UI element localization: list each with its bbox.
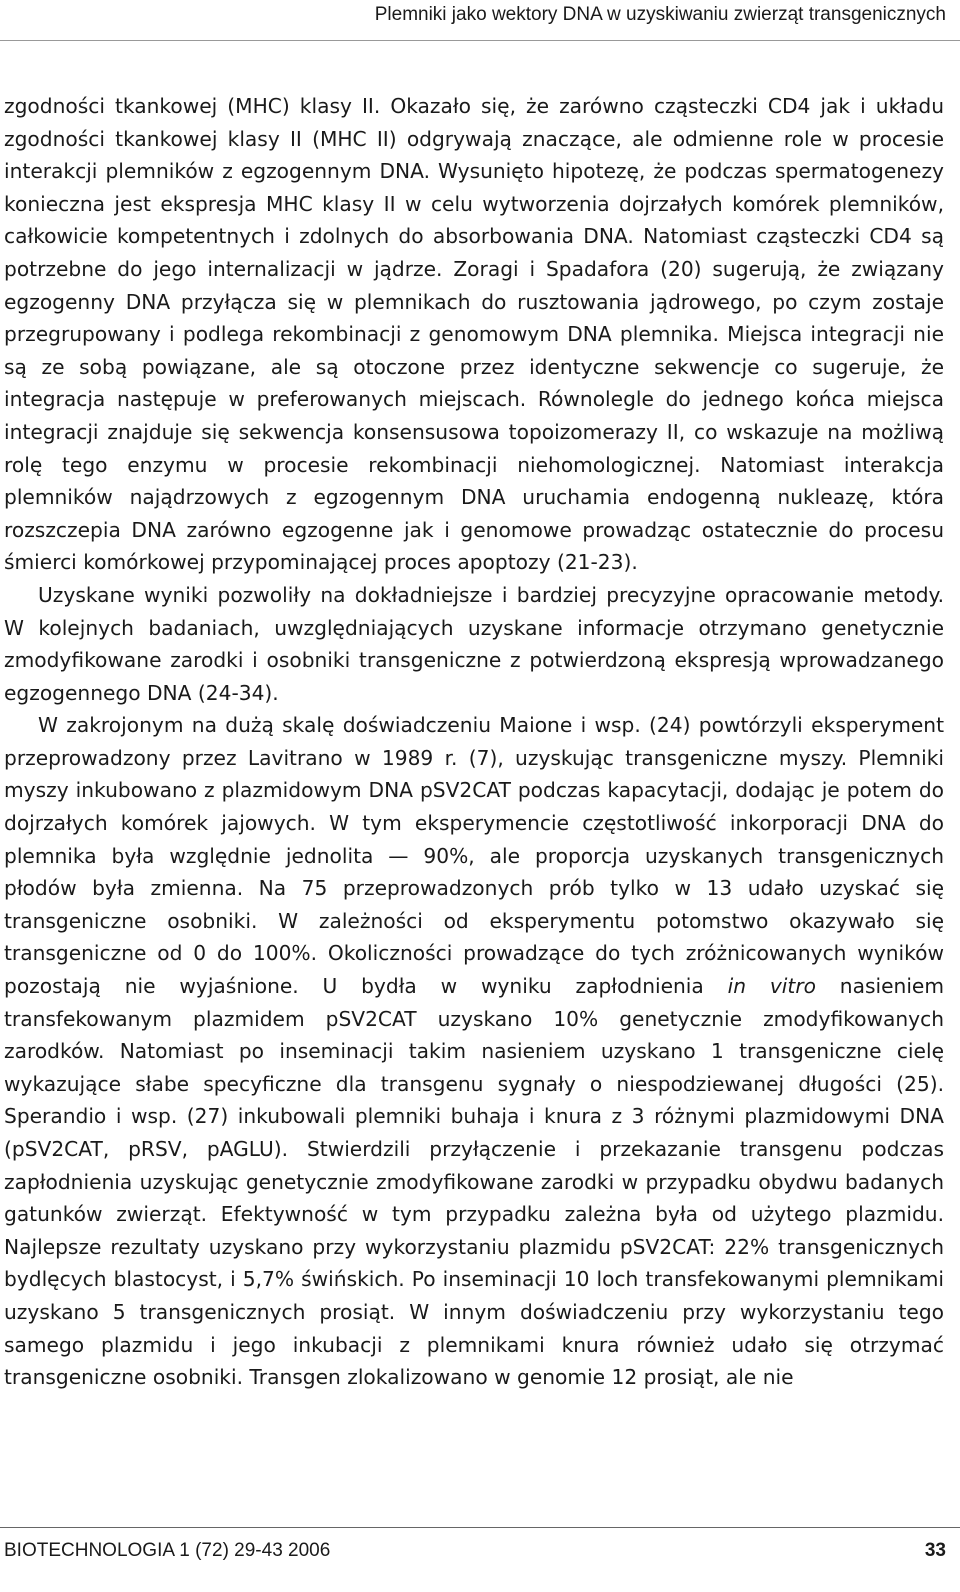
paragraph-3 [4,709,944,1393]
paragraph-3-text-a: W zakrojonym na dużą skalę doświadczeniu Maione i wsp. (24) powtórzyli eksperyment przeprowadzony przez Lavitrano w 1989 r. (7), uzyskując transgeniczne myszy. Plemniki myszy inkubowano z plazmidowym DNA pSV2CAT podczas kapacytacji, dodając je potem do dojrzałych komórek jajowych. W tym eksperymencie częstotliwość inkorporacji DNA do plemnika była względnie jednolita — 90%, ale proporcja uzyskanych transgenicznych płodów była zmienna. Na 75 przeprowadzonych prób tylko w 13 udało uzyskać się transgeniczne osobniki. W zależności od eksperymentu potomstwo okazywało się transgeniczne od 0 do 100%. Okoliczności prowadzące do tych zróżnicowanych wyników pozostają nie wyjaśnione. U bydła w wyniku zapłodnienia [4,713,944,999]
page-number: 33 [924,1540,946,1561]
paragraph-1: zgodności tkankowej (MHC) klasy II. Okazało się, że zarówno cząsteczki CD4 jak i układu zgodności tkankowej klasy II (MHC II) odgrywają znaczące, ale odmienne role w procesie interakcji plemników z egzogennym DNA. Wysunięto hipotezę, że podczas spermatogenezy konieczna jest ekspresja MHC klasy II w celu wytworzenia dojrzałych komórek plemników, całkowicie kompetentnych i zdolnych do absorbowania DNA. Natomiast cząsteczki CD4 są potrzebne do jego internalizacji w jądrze. Zoragi i Spadafora (20) sugerują, że związany egzogenny DNA przyłącza się w plemnikach do rusztowania jądrowego, po czym zostaje przegrupowany i podlega rekombinacji z genomowym DNA plemnika. Miejsca integracji nie są ze sobą powiązane, ale są otoczone przez identyczne sekwencje co sugeruje, że integracja następuje w preferowanych miejscach. Równolegle do jednego końca miejsca integracji znajduje się sekwencja konsensusowa topoizomerazy II, co wskazuje na możliwą rolę tego enzymu w procesie rekombinacji niehomologicznej. Natomiast interakcja plemników najądrzowych z egzogennym DNA uruchamia endogenną nukleazę, która rozszczepia DNA zarówno egzogenne jak i genomowe prowadząc ostatecznie do procesu śmierci komórkowej przypominającej proces apoptozy (21-23). [4,94,944,575]
running-head [0,0,960,41]
paragraph-2: Uzyskane wyniki pozwoliły na dokładniejsze i bardziej precyzyjne opracowanie metody. W kolejnych badaniach, uwzględniających uzyskane informacje otrzymano genetycznie zmodyfikowane zarodki i osobniki transgeniczne z potwierdzoną ekspresją wprowadzanego egzogennego DNA (24-34). [4,582,944,705]
page-footer [0,1527,960,1592]
paragraph-3-text-b: nasieniem transfekowanym plazmidem pSV2CAT uzyskano 10% genetycznie zmodyfikowanych zarodków. Natomiast po inseminacji takim nasieniem uzyskano 1 transgeniczne cielę wykazujące słabe specyficzne dla transgenu sygnały o niespodziewanej długości (25). Sperandio i wsp. (27) inkubowali plemniki buhaja i knura z 3 różnymi plazmidowymi DNA (pSV2CAT, pRSV, pAGLU). Stwierdzili przyłączenie i przekazanie transgenu podczas zapłodnienia uzyskując genetycznie zmodyfikowane zarodki w przypadku obydwu badanych gatunków zwierząt. Efektywność w tym przypadku zależna była od użytego plazmidu. Najlepsze rezultaty uzyskano przy wykorzystaniu plazmidu pSV2CAT: 22% transgenicznych bydlęcych blastocyst, i 5,7% świńskich. Po inseminacji 10 loch transfekowanymi plemnikami uzyskano 5 transgenicznych prosiąt. W innym doświadczeniu przy wykorzystaniu tego samego plazmidu i jego inkubacji z plemnikami knura również udało się otrzymać transgeniczne osobniki. Transgen zlokalizowano w genomie 12 prosiąt, ale nie [4,974,945,1390]
running-head-title: Plemniki jako wektory DNA w uzyskiwaniu zwierząt transgenicznych [374,4,946,25]
journal-citation: BIOTECHNOLOGIA 1 (72) 29-43 2006 [4,1540,331,1561]
article-body [4,90,944,1394]
italic-term: in vitro [727,974,816,999]
